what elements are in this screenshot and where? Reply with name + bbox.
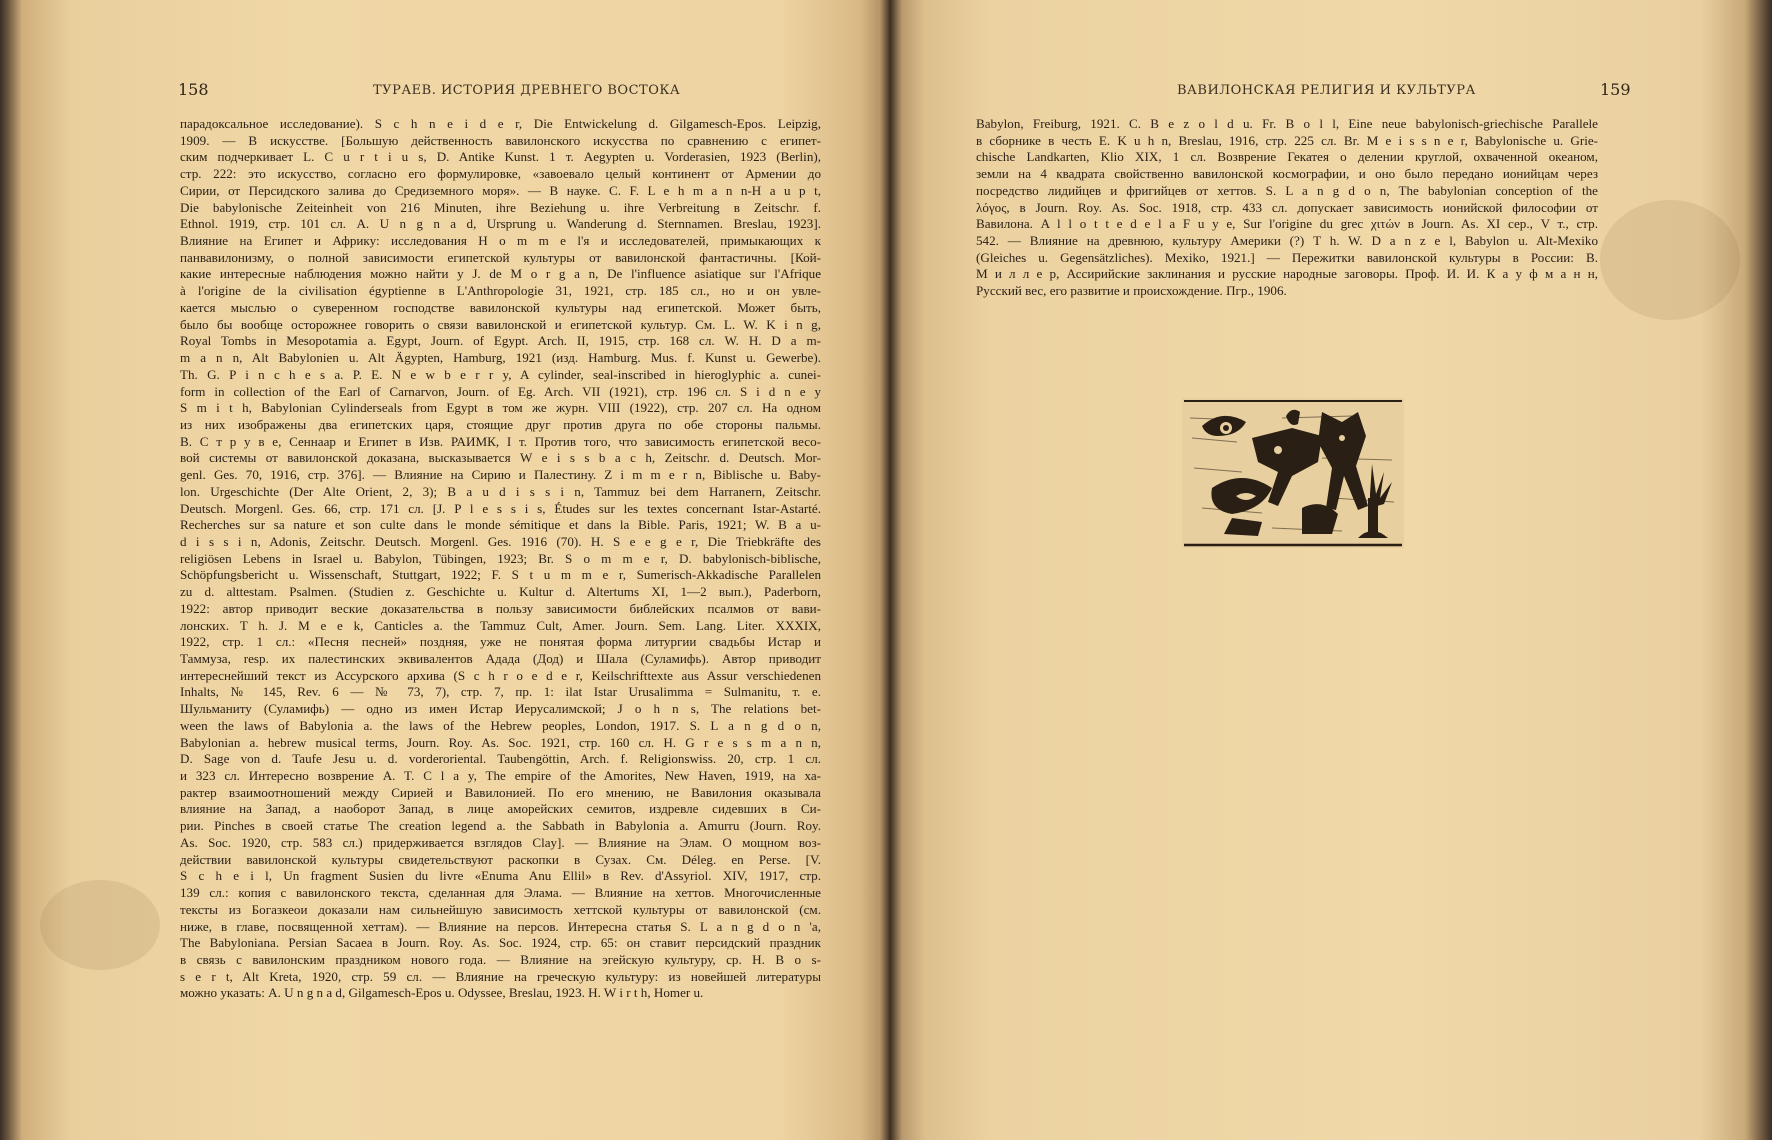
text-line: Inhalts, № 145, Rev. 6 — № 73, 7), стр. 7, пр. 1: ilat Istar Urusalimma = Sulmanitu, т. е. xyxy=(180,684,821,700)
page-number: 159 xyxy=(1600,80,1631,99)
text-line: 1922, стр. 1 сл.: «Песня песней» поздняя, уже не понятая форма литургии свадьбы Истар и xyxy=(180,634,821,650)
text-line: 1909. — В искусстве. [Большую действенность вавилонского искусства по сравнению с египет- xyxy=(180,132,821,148)
text-line: было бы вообще осторожнее говорить о связи вавилонской и египетской культур. См. L. W. K i n g, xyxy=(180,316,821,332)
running-head: ВАВИЛОНСКАЯ РЕЛИГИЯ И КУЛЬТУРА xyxy=(1177,83,1476,98)
text-line: кается мыслью о суверенном господстве вавилонской культуры над египетской. Может быть, xyxy=(180,299,821,315)
text-line: и 323 сл. Интересно возврение A. T. C l a y, The empire of the Amorites, New Haven, 1919, на ха- xyxy=(180,768,821,784)
text-line: As. Soc. 1920, стр. 583 сл.) придерживается взглядов Clay]. — Влияние на Элам. О мощном воз- xyxy=(180,834,821,850)
text-line: В. С т р у в е, Сеннаар и Египет в Изв. РАИМК, I т. Против того, что зависимость египетской весо- xyxy=(180,433,821,449)
text-line: 542. — Влияние на древнюю, культуру Америки (?) T h. W. D a n z e l, Babylon u. Alt-Mexiko xyxy=(976,233,1598,249)
text-line: form in collection of the Earl of Carnarvon, Journ. of Eg. Arch. VII (1921), стр. 196 сл. S i d n e y xyxy=(180,383,821,399)
text-line: рактер взаимоотношений между Сирией и Вавилонией. По его мнению, не Вавилония оказывала xyxy=(180,784,821,800)
text-line: chische Landkarten, Klio XIX, 1 сл. Возврение Гекатея о делении круглой, охваченной океаном, xyxy=(976,149,1598,165)
text-line: влияние на Запад, а наоборот Запад, в лице аморейских семитов, издревле сидевших в Си- xyxy=(180,801,821,817)
body-text xyxy=(976,116,1598,300)
text-line: λόγος, в Journ. Roy. As. Soc. 1918, стр. 433 сл. допускает зависимость ионийской философии от xyxy=(976,199,1598,215)
text-line: ниже, в главе, посвященной хеттам). — Влияние на персов. Интересна статья S. L a n g d o n 'a, xyxy=(180,918,821,934)
text-line: Deutsch. Morgenl. Ges. 66, стр. 171 сл. [J. P l e s s i s, Études sur les textes concernant Istar-Astarté. xyxy=(180,500,821,516)
text-line: religiösen Lebens in Israel u. Babylon, Tübingen, 1923; Br. S o m m e r, D. babylonisch-biblische, xyxy=(180,550,821,566)
text-line: ским подчеркивает L. C u r t i u s, D. Antike Kunst. 1 т. Aegypten u. Vorderasien, 1923 (Berlin), xyxy=(180,149,821,165)
text-line: Шульманиту (Суламифь) — одно из имен Истар Иерусалимской; J o h n s, The relations bet- xyxy=(180,701,821,717)
text-line: Вавилона. A l l o t t e d e l a F u y e, Sur l'origine du grec χιτών в Journ. As. XI сер., V т., стр. xyxy=(976,216,1598,232)
text-line: 1922: автор приводит веские доказательства в пользу зависимости библейских псалмов от вави- xyxy=(180,600,821,616)
text-line: The Babyloniana. Persian Sacaea в Journ. Roy. As. Soc. 1924, стр. 65: он ставит персидский праздник xyxy=(180,935,821,951)
text-line: в сборнике в честь E. K u h n, Breslau, 1916, стр. 225 сл. Br. M e i s s n e r, Babylonische u. Grie- xyxy=(976,132,1598,148)
text-line: genl. Ges. 70, 1916, стр. 376]. — Влияние на Сирию и Палестину. Z i m m e r n, Biblische u. Baby- xyxy=(180,467,821,483)
text-line: S c h e i l, Un fragment Susien du livre «Enuma Anu Ellil» в Rev. d'Assyriol. XIV, 1917, стр. xyxy=(180,868,821,884)
text-line: (Gleiches u. Gegensätzliches). Mexiko, 1921.] — Пережитки вавилонской культуры в России: В. xyxy=(976,249,1598,265)
body-text xyxy=(180,116,821,1002)
text-line: земли на 4 квадрата свойственно вавилонской космографии, и оно было передано ионийцам через xyxy=(976,166,1598,182)
text-line: посредство лидийцев и фригийцев от хеттов. S. L a n g d o n, The babylonian conception of the xyxy=(976,182,1598,198)
text-line: zu d. alttestam. Psalmen. (Studien z. Geschichte u. Kultur d. Altertums XI, 1—2 вып.), Paderborn, xyxy=(180,584,821,600)
text-line: lon. Urgeschichte (Der Alte Orient, 2, 3); B a u d i s s i n, Tammuz bei dem Harranern, Zeitschr. xyxy=(180,483,821,499)
text-line: à l'origine de la civilisation égyptienne в L'Anthropologie 31, 1921, стр. 185 сл., но и он увле- xyxy=(180,283,821,299)
right-page xyxy=(892,0,1772,1140)
text-line: Babylonian a. hebrew musical terms, Journ. Roy. As. Soc. 1921, стр. 160 сл. H. G r e s s m a n n, xyxy=(180,734,821,750)
page-number: 158 xyxy=(178,80,209,99)
text-line: Th. G. P i n c h e s a. P. E. N e w b e r r y, A cylinder, seal-inscribed in hieroglyphic a. cunei- xyxy=(180,366,821,382)
text-line: Recherches sur sa nature et son culte dans le monde sémitique et dans la Bible. Paris, 1921; W. B a u- xyxy=(180,517,821,533)
text-line: панвавилонизму, о полной зависимости египетской культуры от вавилонской фантастичны. [Кой- xyxy=(180,249,821,265)
text-line: Die babylonische Zeiteinheit von 216 Minuten, ihre Beziehung u. ihre Verbreitung в Zeitschr. f. xyxy=(180,199,821,215)
text-line: m a n n, Alt Babylonien u. Alt Ägypten, Hamburg, 1921 (изд. Hamburg. Mus. f. Kunst u. Gewerbe). xyxy=(180,350,821,366)
text-line: Babylon, Freiburg, 1921. C. B e z o l d u. Fr. B o l l, Eine neue babylonisch-griechische Parallele xyxy=(976,116,1598,131)
text-line: интереснейший текст из Ассурского архива (S c h r o e d e r, Keilschrifttexte aus Assur verschiedenen xyxy=(180,667,821,683)
text-line: S m i t h, Babylonian Cylinderseals from Egypt в том же журн. VIII (1922), стр. 207 сл. На одном xyxy=(180,400,821,416)
text-line: s e r t, Alt Kreta, 1920, стр. 59 сл. — Влияние на греческую культуру: из новейшей литературы xyxy=(180,968,821,984)
text-line: рии. Pinches в своей статье The creation legend a. the Sabbath in Babylonia a. Amurru (Journ. Roy. xyxy=(180,818,821,834)
text-line: парадоксальное исследование). S c h n e i d e r, Die Entwickelung d. Gilgamesch-Epos. Leipzig, xyxy=(180,116,821,131)
running-head: ТУРАЕВ. ИСТОРИЯ ДРЕВНЕГО ВОСТОКА xyxy=(373,83,681,98)
text-line: действии вавилонской культуры свидетельствуют раскопки в Сузах. См. Déleg. en Perse. [V. xyxy=(180,851,821,867)
text-line: М и л л е р, Ассирийские заклинания и русские народные заговоры. Проф. И. И. К а у ф м а н н, xyxy=(976,266,1598,282)
text-line: D. Sage von d. Taufe Jesu u. d. vorderoriental. Taubengöttin, Arch. f. Religionswiss. 20, стр. 1 сл. xyxy=(180,751,821,767)
text-line: Русский вес, его развитие и происхождение. Пгр., 1906. xyxy=(976,283,1287,299)
text-line: Royal Tombs in Mesopotamia a. Egypt, Journ. of Egypt. Arch. II, 1915, стр. 168 сл. W. H. D a m- xyxy=(180,333,821,349)
text-line: какие интересные наблюдения можно найти у J. de M o r g a n, De l'influence asiatique sur l'Afrique xyxy=(180,266,821,282)
text-line: из них изображены два египетских царя, стоящие друг против друга по обе стороны пальмы. xyxy=(180,416,821,432)
text-line: Таммуза, resp. их палестинских эквивалентов Адада (Дод) и Шала (Суламифь). Автор приводит xyxy=(180,651,821,666)
text-line: Сирии, от Персидского залива до Средиземного моря». — В науке. C. F. L e h m a n n-H a u p t, xyxy=(180,182,821,198)
text-line: d i s s i n, Adonis, Zeitschr. Deutsch. Morgenl. Ges. 1916 (70). H. S e e g e r, Die Triebkräfte des xyxy=(180,533,821,549)
text-line: вой системы от вавилонской доказана, высказывается W e i s s b a c h, Zeitschr. d. Deutsch. Mor- xyxy=(180,450,821,466)
text-line: Влияние на Египет и Африку: исследования Н о m m e l'я и исследователей, примыкающих к xyxy=(180,233,821,249)
relief-illustration xyxy=(1182,398,1404,548)
text-line: 139 сл.: копия с вавилонского текста, сделанная для Элама. — Влияние на хеттов. Многочисленные xyxy=(180,885,821,901)
text-line: Ethnol. 1919, стр. 101 сл. A. U n g n a d, Ursprung u. Wanderung d. Sternnamen. Breslau, 1923]. xyxy=(180,216,821,232)
text-line: Schöpfungsbericht u. Wissenschaft, Stuttgart, 1922; F. S t u m m e r, Sumerisch-Akkadische Parallelen xyxy=(180,567,821,583)
text-line: тексты из Богазкеои доказали нам сильнейшую зависимость хеттской культуры от вавилонской (см. xyxy=(180,901,821,917)
text-line: стр. 222: это искусство, согласно его формулировке, «завоевало целый континент от Армении до xyxy=(180,166,821,182)
text-line: ween the laws of Babylonia a. the laws of the Hebrew peoples, London, 1917. S. L a n g d o n, xyxy=(180,717,821,733)
text-line: можно указать: A. U n g n a d, Gilgamesch-Epos u. Odyssee, Breslau, 1923. H. W i r t h, Homer u. xyxy=(180,985,704,1001)
text-line: лонских. T h. J. M e e k, Canticles a. the Tammuz Cult, Amer. Journ. Sem. Lang. Liter. XXXIX, xyxy=(180,617,821,633)
text-line: в связь с вавилонским праздником нового года. — Влияние на эгейскую культуру, ср. H. B o s- xyxy=(180,951,821,967)
